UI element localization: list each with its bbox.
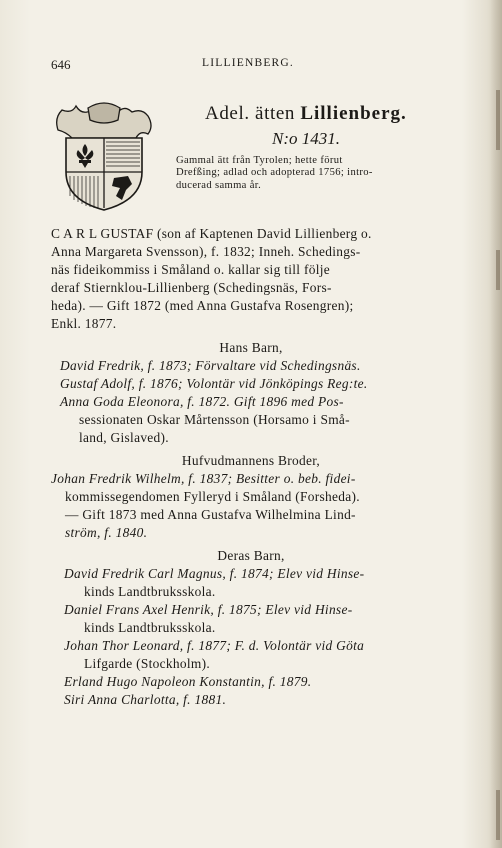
origin-line: Drefßing; adlad och adopterad 1756; intro-	[176, 167, 373, 179]
text-line: C A R L GUSTAF (son af Kaptenen David Lillienberg o.	[51, 226, 372, 241]
bleed-mark	[496, 790, 500, 840]
text-line: Lifgarde (Stockholm).	[84, 656, 211, 671]
text-line: David Fredrik, f. 1873; Förvaltare vid Schedingsnäs.	[60, 358, 361, 373]
section-heading: Hans Barn,	[219, 340, 283, 355]
coat-of-arms	[52, 100, 156, 212]
text-line: David Fredrik Carl Magnus, f. 1874; Elev vid Hinse-	[64, 566, 365, 581]
origin-line: ducerad samma år.	[176, 179, 262, 191]
family-name: Lillienberg.	[300, 103, 407, 124]
text-line: kinds Landtbruksskola.	[84, 620, 216, 635]
family-heading	[205, 103, 465, 149]
title-prefix: Adel. ätten	[205, 103, 295, 124]
text-line: Gustaf Adolf, f. 1876; Volontär vid Jönköpings Reg:te.	[60, 376, 368, 391]
text-line: Erland Hugo Napoleon Konstantin, f. 1879.	[64, 674, 312, 689]
text-line: Enkl. 1877.	[51, 316, 117, 331]
family-origin-note	[176, 155, 466, 192]
text-line: näs fideikommiss i Småland o. kallar sig till följe	[51, 262, 330, 277]
text-line: land, Gislaved).	[79, 430, 169, 445]
text-line: Siri Anna Charlotta, f. 1881.	[64, 692, 227, 707]
origin-line: Gammal ätt från Tyrolen; hette förut	[176, 155, 343, 166]
text-line: Daniel Frans Axel Henrik, f. 1875; Elev vid Hinse-	[64, 602, 353, 617]
text-line: Johan Thor Leonard, f. 1877; F. d. Volontär vid Göta	[64, 638, 365, 653]
text-line: — Gift 1873 med Anna Gustafva Wilhelmina Lind-	[65, 507, 356, 522]
family-number: N:o 1431.	[272, 129, 340, 148]
text-line: sessionaten Oskar Mårtensson (Horsamo i Små-	[79, 412, 350, 427]
page-header	[0, 57, 502, 73]
bleed-mark	[496, 90, 500, 150]
running-title: LILLIENBERG.	[202, 57, 295, 69]
bleed-mark	[496, 250, 500, 290]
section-heading: Hufvudmannens Broder,	[181, 453, 321, 468]
text-line: Johan Fredrik Wilhelm, f. 1837; Besitter o. beb. fidei-	[51, 471, 356, 486]
text-line: Anna Goda Eleonora, f. 1872. Gift 1896 med Pos-	[60, 394, 344, 409]
text-line: ström, f. 1840.	[65, 525, 148, 540]
section-heading: Deras Barn,	[217, 548, 285, 563]
page-number: 646	[51, 57, 71, 72]
text-line: Anna Margareta Svensson), f. 1832; Inneh. Schedings-	[51, 244, 361, 259]
text-line: deraf Stiernklou-Lillienberg (Schedingsnäs, Fors-	[51, 280, 332, 295]
text-line: kinds Landtbruksskola.	[84, 584, 216, 599]
text-line: kommissegendomen Fylleryd i Småland (Forsheda).	[65, 489, 360, 504]
text-line: heda). — Gift 1872 (med Anna Gustafva Rosengren);	[51, 298, 354, 313]
